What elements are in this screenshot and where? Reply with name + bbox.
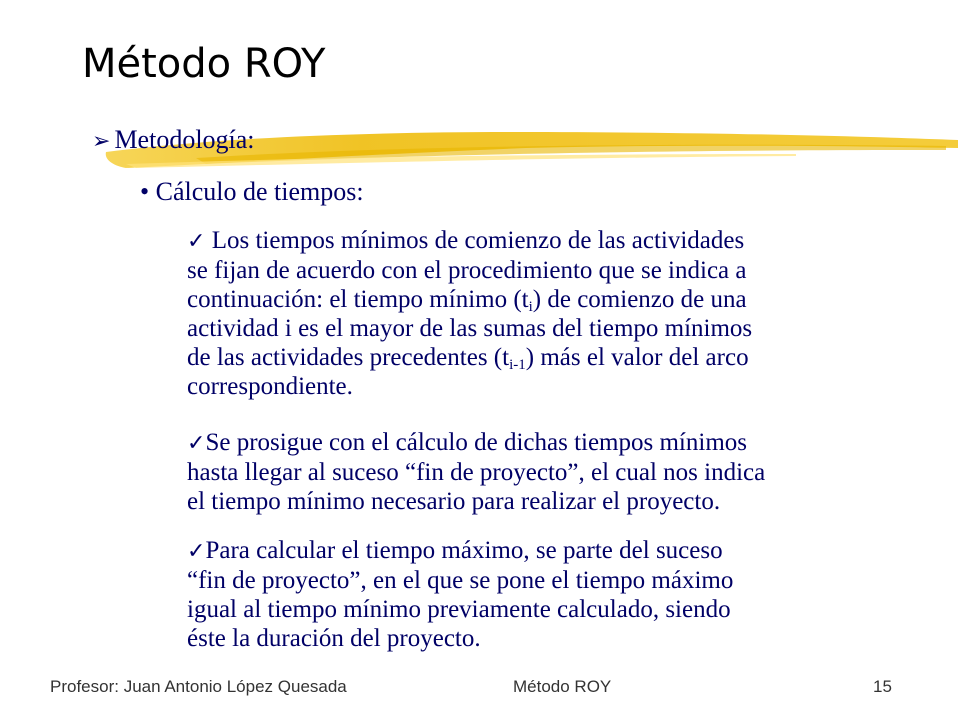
footer-title: Método ROY: [513, 677, 612, 696]
page-number: 15: [873, 677, 892, 696]
subheading: [140, 176, 364, 208]
paragraph-2-line-2: hasta llegar al suceso “fin de proyecto”, el cual nos indica: [187, 459, 766, 486]
paragraph-2-line-1: ✓Se prosigue con el cálculo de dichas tiempos mínimos: [187, 429, 747, 456]
footer-author: Profesor: Juan Antonio López Quesada: [50, 677, 347, 696]
paragraph-1-line-6: correspondiente.: [187, 373, 353, 400]
paragraph-1: [187, 226, 932, 401]
paragraph-1-line-3: continuación: el tiempo mínimo $(t_i)$ de comienzo de una: [187, 286, 747, 315]
paragraph-1-line-4: actividad i es el mayor de las sumas del tiempo mínimos: [187, 315, 753, 342]
section-heading: [92, 124, 255, 158]
paragraph-1-line-2: se fijan de acuerdo con el procedimiento que se indica a: [187, 257, 747, 284]
check-icon: ✓: [187, 539, 206, 564]
paragraph-2-line-3: el tiempo mínimo necesario para realizar el proyecto.: [187, 488, 721, 515]
paragraph-3-line-2: “fin de proyecto”, en el que se pone el tiempo máximo: [187, 567, 734, 594]
paragraph-2: [187, 428, 932, 516]
bullet-icon: •: [140, 177, 150, 206]
paragraph-1-line-5: de las actividades precedentes $(t_{i-1})$ más el valor del arco: [187, 344, 749, 373]
paragraph-3-line-1: ✓Para calcular el tiempo máximo, se parte del suceso: [187, 537, 723, 564]
section-heading-text: Metodología:: [114, 125, 255, 154]
slide-title: Método ROY: [82, 41, 326, 87]
paragraph-3: [187, 536, 932, 653]
arrow-bullet-icon: ➢: [92, 129, 111, 154]
check-icon: ✓: [187, 229, 206, 254]
subheading-text: Cálculo de tiempos:: [155, 177, 364, 206]
paragraph-1-line-1: ✓ Los tiempos mínimos de comienzo de las actividades: [187, 227, 745, 254]
paragraph-3-line-3: igual al tiempo mínimo previamente calculado, siendo: [187, 596, 731, 623]
check-icon: ✓: [187, 431, 206, 456]
paragraph-3-line-4: éste la duración del proyecto.: [187, 625, 481, 652]
